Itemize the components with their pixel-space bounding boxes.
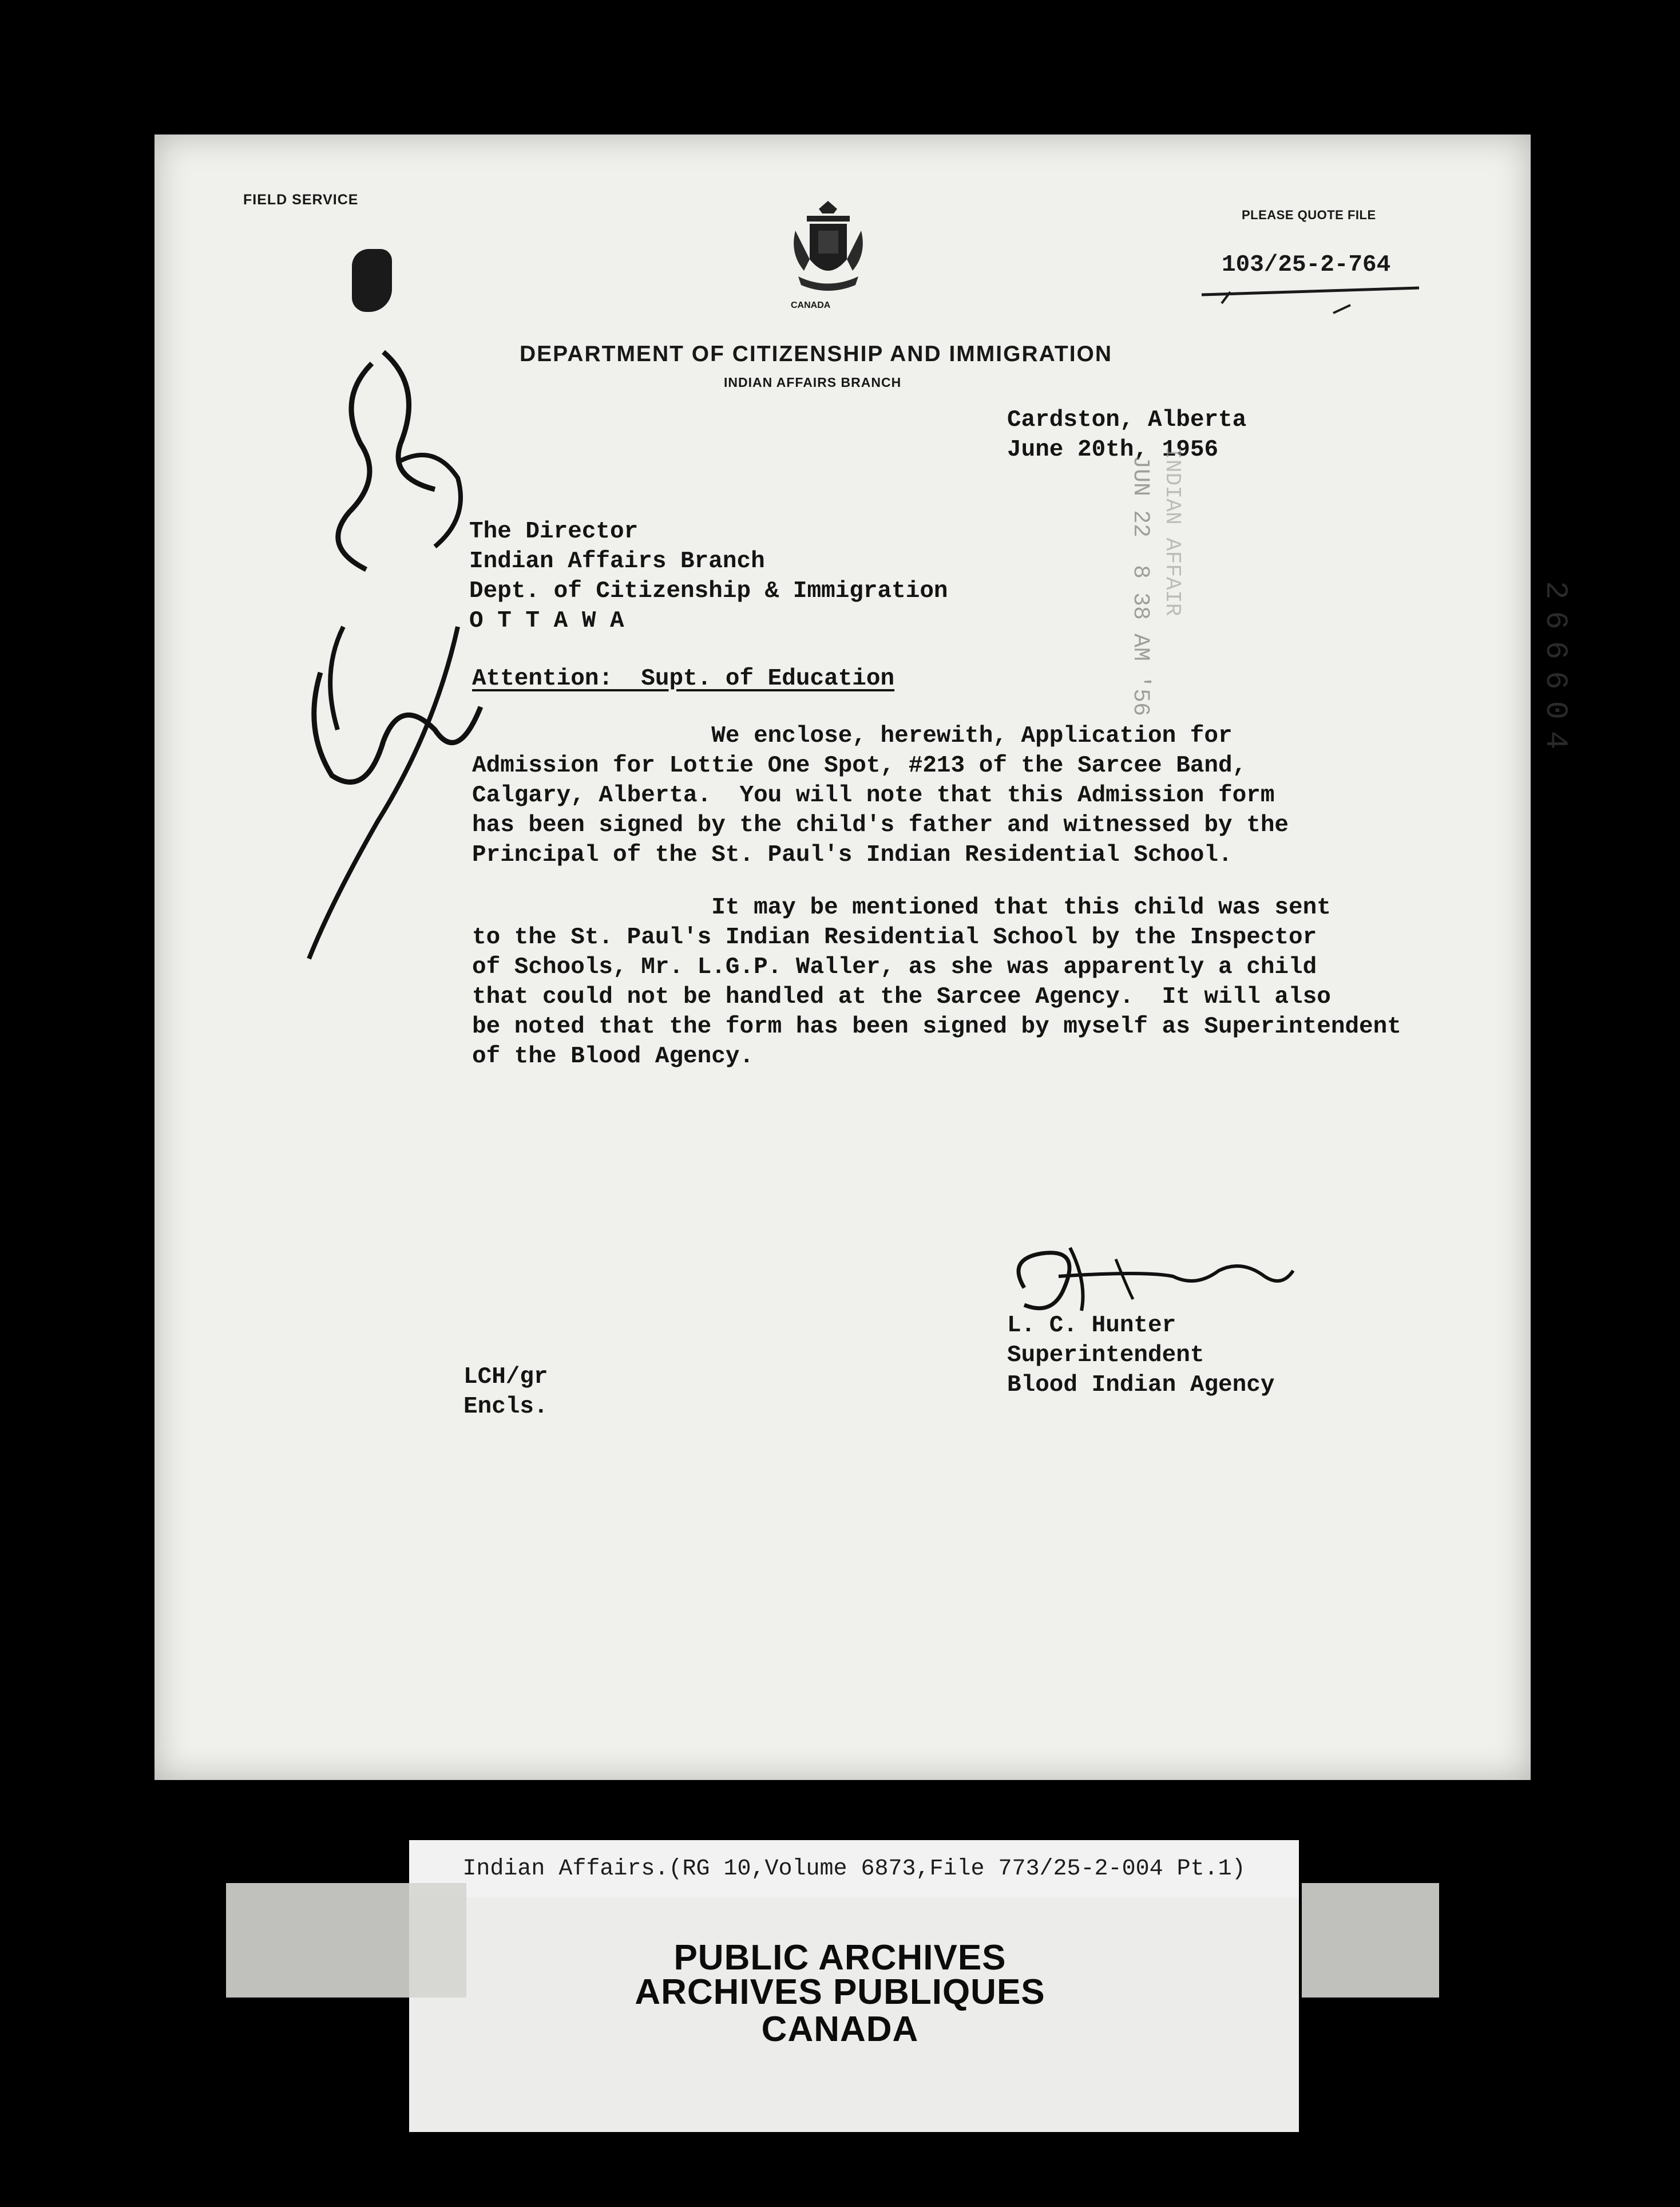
place: Cardston, Alberta bbox=[1007, 407, 1247, 433]
signature bbox=[1001, 1236, 1299, 1322]
signer-agency: Blood Indian Agency bbox=[1007, 1372, 1275, 1398]
received-stamp-office: INDIAN AFFAIR bbox=[1160, 446, 1184, 616]
department-title: DEPARTMENT OF CITIZENSHIP AND IMMIGRATION bbox=[520, 342, 1113, 366]
punch-hole bbox=[352, 249, 392, 312]
archives-line-2: ARCHIVES PUBLIQUES bbox=[635, 1972, 1045, 2012]
addressee-line: Dept. of Citizenship & Immigration bbox=[469, 578, 948, 604]
file-number: 103/25-2-764 bbox=[1222, 252, 1391, 278]
addressee-line: Indian Affairs Branch bbox=[469, 548, 765, 575]
typist-initials: LCH/gr bbox=[463, 1364, 548, 1390]
addressee-block bbox=[469, 517, 948, 636]
crest-label: CANADA bbox=[791, 300, 831, 310]
body-paragraph: We enclose, herewith, Application for Admission for Lottie One Spot, #213 of the Sarcee Band, Calgary, Alberta. You will note that this Admission form has been signed by the child's father and witnessed by the Principal of the St. Paul's Indian Residential School. bbox=[472, 723, 1289, 868]
archives-line-3: CANADA bbox=[761, 2010, 919, 2049]
date: June 20th, 1956 bbox=[1007, 437, 1219, 463]
signature-block bbox=[1007, 1311, 1274, 1400]
body-paragraph: It may be mentioned that this child was sent to the St. Paul's Indian Residential School by the Inspector of Schools, Mr. L.G.P. Waller, as she was apparently a child that could not be handled at the Sarcee Agency. It will also be noted that the form has been signed by myself as Superintendent of the Blood Agency. bbox=[472, 895, 1401, 1070]
attention-line: Attention: Supt. of Education bbox=[472, 666, 895, 692]
field-service-label: FIELD SERVICE bbox=[243, 192, 359, 208]
enclosures-note: Encls. bbox=[463, 1394, 548, 1420]
archive-citation: Indian Affairs.(RG 10,Volume 6873,File 773/25-2-004 Pt.1) bbox=[462, 1856, 1246, 1882]
serial-number: 266604 bbox=[1538, 581, 1572, 761]
archive-citation-strip bbox=[409, 1840, 1299, 1897]
branch-title: INDIAN AFFAIRS BRANCH bbox=[724, 375, 902, 390]
please-quote-file-label: PLEASE QUOTE FILE bbox=[1242, 208, 1376, 222]
handwritten-annotation bbox=[286, 329, 526, 970]
file-number-underline bbox=[1196, 278, 1425, 323]
signer-name: L. C. Hunter bbox=[1007, 1312, 1176, 1339]
reference-block bbox=[463, 1362, 548, 1422]
addressee-line: The Director bbox=[469, 519, 639, 545]
archives-line-1: PUBLIC ARCHIVES bbox=[673, 1938, 1007, 1977]
addressee-line: O T T A W A bbox=[469, 608, 624, 634]
canada-coat-of-arms-icon bbox=[787, 196, 870, 299]
received-stamp-date: JUN 22 8 38 AM '56 bbox=[1127, 455, 1153, 717]
letter-sheet bbox=[154, 135, 1572, 1780]
signer-title: Superintendent bbox=[1007, 1342, 1204, 1369]
